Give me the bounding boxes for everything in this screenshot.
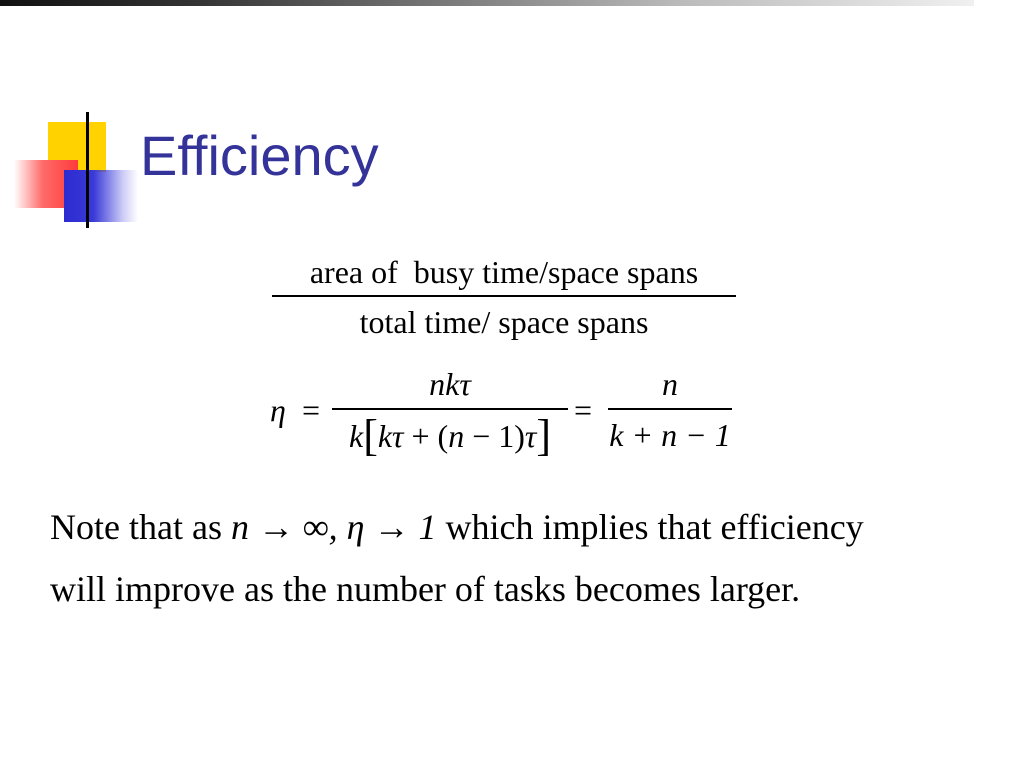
den-k-tau: kτ — [377, 418, 404, 454]
slide-title: Efficiency — [140, 124, 379, 187]
den-minus-one: − 1) — [464, 418, 525, 454]
simplified-fraction — [608, 364, 732, 456]
simplified-denominator: k + n − 1 — [609, 417, 731, 453]
pipeline-fraction-bar — [332, 408, 568, 410]
equals-sign: = — [302, 392, 321, 428]
open-bracket: [ — [363, 411, 378, 460]
note-line-2: will improve as the number of tasks becomes larger. — [50, 569, 801, 609]
equals-sign-2: = — [574, 392, 593, 428]
note-suffix: which implies that efficiency — [436, 507, 864, 547]
definition-denominator: total time/ space spans — [359, 304, 649, 340]
den-tau: τ — [524, 418, 537, 454]
note-prefix: Note that as — [50, 507, 231, 547]
logo-blue-square — [64, 170, 138, 222]
definition-numerator: area of busy time/space spans — [309, 254, 699, 290]
close-bracket: ] — [536, 411, 552, 460]
den-k: k — [348, 418, 364, 454]
efficiency-definition-fraction — [272, 252, 736, 342]
pipeline-fraction-denominator — [332, 411, 568, 460]
logo-vertical-line — [86, 112, 89, 228]
simplified-numerator: n — [662, 366, 678, 402]
eta-symbol: η — [270, 392, 286, 428]
note-limit-math: n → ∞, η → 1 — [230, 507, 437, 547]
efficiency-note — [50, 496, 864, 620]
pipeline-fraction-numerator: nkτ — [429, 366, 471, 402]
definition-fraction-bar — [272, 295, 736, 297]
pipeline-fraction — [332, 364, 568, 460]
den-plus-paren: + ( — [403, 418, 449, 454]
den-n: n — [448, 418, 465, 454]
slide-logo-decoration — [0, 0, 160, 240]
simplified-fraction-bar — [608, 408, 732, 410]
note-line-1 — [50, 496, 864, 558]
